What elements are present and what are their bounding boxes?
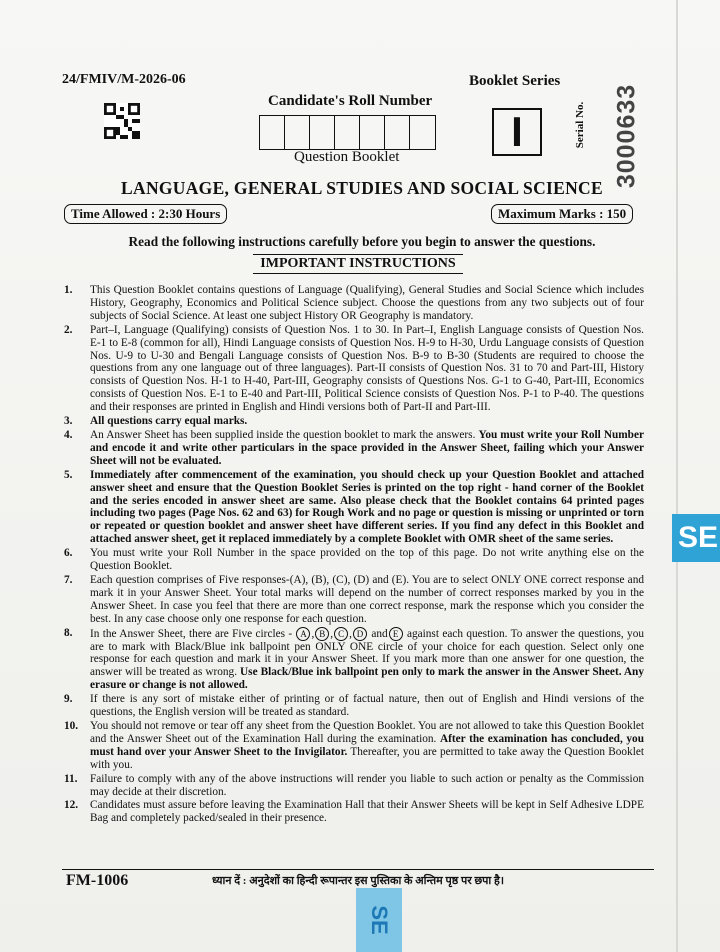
instruction-number: 3. — [64, 415, 73, 428]
instruction-text-bold: After the examination has concluded, you must hand over your Answer Sheet to the Invigilator. — [90, 732, 644, 758]
instruction-text — [90, 720, 644, 772]
instruction-text-part: Thereafter, you are permitted to take away the Question Booklet with you. — [90, 745, 644, 771]
instruction-number: 12. — [64, 799, 79, 812]
instruction-item — [64, 720, 644, 772]
instruction-text: Each question comprises of Five responses-(A), (B), (C), (D) and (E). You are to select ONLY ONE correct response and mark it in your Answer Sheet. Your total marks will depend on the number of correct responses marked by you in the Answer Sheet. In case you feel that there are more than one correct response, mark the response which you consider the best. In any case choose only one response for each question. — [90, 573, 644, 625]
serial-number-text: 3000633 — [612, 83, 641, 189]
circle-e-icon: E — [389, 627, 403, 641]
bottom-tab-text: SE — [367, 905, 392, 935]
circle-a-icon: A — [296, 627, 310, 641]
qr-code-icon — [104, 103, 140, 139]
roll-digit-box[interactable] — [385, 116, 410, 149]
roll-digit-box[interactable] — [335, 116, 360, 149]
instruction-number: 5. — [64, 468, 73, 481]
instruction-number: 6. — [64, 547, 73, 560]
page-fold — [676, 0, 678, 952]
instruction-text: In the Answer Sheet, there are Five circles - A , B , C , D and E against each question. To answer the questions, you are to mark with Black/Blue ink ballpoint pen ONLY ONE circle of your choice for each question. Select only one response for each question and mark it in your Answer Sheet. If you mark more than one answer for one question, the answer will be treated as wrong. Use Black/Blue ink ballpoint pen only to mark the answer in the Answer Sheet. Any erasure or change is not allowed. — [90, 627, 644, 692]
instruction-number: 9. — [64, 693, 73, 706]
instruction-number: 8. — [64, 626, 73, 639]
serial-number — [612, 82, 642, 190]
maximum-marks: Maximum Marks : 150 — [491, 204, 633, 224]
instruction-text-bold: You must write your Roll Number and encode it and write other particulars in the space provided in the Answer Sheet, failing which your Answer Sheet will not be evaluated. — [90, 428, 644, 467]
serial-label-text: Serial No. — [574, 101, 586, 149]
instruction-item — [64, 693, 644, 719]
instruction-number: 4. — [64, 428, 73, 441]
instruction-item — [64, 799, 644, 825]
instruction-number: 10. — [64, 720, 79, 732]
serial-number-label — [570, 94, 590, 156]
paper-code: 24/FMIV/M-2026-06 — [62, 72, 186, 87]
footer-divider — [62, 869, 654, 870]
read-instruction: Read the following instructions carefully before you begin to answer the questions. — [128, 234, 596, 249]
instruction-text: All questions carry equal marks. — [90, 415, 248, 428]
roll-number-boxes[interactable] — [259, 115, 436, 150]
instruction-item — [64, 429, 644, 468]
instruction-text: Part–I, Language (Qualifying) consists of Question Nos. 1 to 30. In Part–I, English Language consists of Question Nos. E-1 to E-8 (common for all), Hindi Language consists of Question Nos. H-9 to H-30, Urdu Language consists of Question Nos. U-9 to U-30 and Bengali Language consists of Question Nos. B-9 to B-30 (Students are required to choose the questions from any one language out of three languages). Part-II consists of Question Nos. 31 to 70 and Part-III, History consists of Question Nos. H-1 to H-40, Part-III, Geography consists of Questions Nos. G-1 to G-40, Part-III, Economics consists of Question Nos. E-1 to E-40 and Part-III, Political Science consists of Question Nos. P-1 to P-40. The questions and their responses are printed in English and Hindi versions both of Part-II and Part-III. — [90, 323, 644, 414]
instruction-text-bold: Use Black/Blue ink ballpoint pen only to mark the answer in the Answer Sheet. Any erasure or change is not allowed. — [90, 666, 644, 692]
instructions-list — [64, 284, 644, 826]
instruction-item — [64, 284, 644, 323]
instruction-item — [64, 547, 644, 573]
roll-number-label: Candidate's Roll Number — [268, 93, 433, 109]
instruction-item — [64, 469, 644, 546]
instruction-text — [90, 429, 644, 468]
instruction-text-part: against each question. To answer the questions, you are to mark with Black/Blue ink ballpoint pen ONLY ONE circle of your choice for each question. Select only one response for each question and mark it in your Answer Sheet. If you mark more than one answer for one question, the answer will be treated as wrong. — [90, 627, 644, 679]
instruction-number: 1. — [64, 284, 73, 296]
instruction-text-part: An Answer Sheet has been supplied inside the question booklet to mark the answers. — [90, 428, 479, 441]
instruction-text: Failure to comply with any of the above instructions will render you liable to such action or penalty as the Commission may decide at their discretion. — [90, 772, 644, 798]
instruction-text-part: In the Answer Sheet, there are Five circles - — [90, 627, 296, 640]
instruction-text: If there is any sort of mistake either of printing or of factual nature, then out of English and Hindi versions of the questions, the English version will be treated as standard. — [90, 693, 644, 719]
instruction-item — [64, 574, 644, 626]
instruction-number: 11. — [64, 772, 78, 785]
instruction-number: 7. — [64, 573, 73, 586]
booklet-series-label: Booklet Series — [469, 73, 561, 89]
question-booklet-label: Question Booklet — [294, 149, 400, 165]
instruction-item — [64, 415, 644, 428]
time-allowed: Time Allowed : 2:30 Hours — [64, 204, 227, 224]
instruction-item — [64, 324, 644, 414]
roll-digit-box[interactable] — [310, 116, 335, 149]
roll-digit-box[interactable] — [260, 116, 285, 149]
roll-digit-box[interactable] — [410, 116, 435, 149]
circle-c-icon: C — [334, 627, 348, 641]
roll-digit-box[interactable] — [285, 116, 310, 149]
and-word: and — [371, 627, 388, 640]
instruction-text-part: You should not remove or tear off any sheet from the Question Booklet. You are not allowed to take this Question Booklet and the Answer Sheet out of the Examination Hall during the examination. — [90, 720, 644, 745]
series-letter-box: I — [492, 108, 542, 156]
series-sticker: SE — [672, 514, 720, 562]
form-code: FM-1006 — [66, 872, 129, 889]
instruction-number: 2. — [64, 323, 73, 336]
hindi-note: ध्यान दें : अनुदेशों का हिन्दी रूपान्तर इस पुस्तिका के अन्तिम पृष्ठ पर छपा है। — [212, 875, 505, 887]
circle-d-icon: D — [353, 627, 367, 641]
instruction-item — [64, 627, 644, 693]
bottom-seal-tab — [356, 888, 402, 952]
instruction-text: Immediately after commencement of the examination, you should check up your Question Booklet and attached answer sheet and ensure that the Question Booklet Series is printed on the top right - hand corner of the Booklet and the series encoded in answer sheet are same. Also please check that the Booklet contains 64 printed pages including two pages (Page Nos. 62 and 63) for Rough Work and no page or question is missing or unprinted or torn or repeated or question booklet and answer sheet have different series. If you find any defect in this Booklet and attached answer sheet, get it replaced immediately by a complete Booklet with OMR sheet of the same series. — [90, 468, 644, 546]
circle-b-icon: B — [315, 627, 329, 641]
instruction-text: You must write your Roll Number in the space provided on the top of this page. Do not write anything else on the Question Booklet. — [90, 547, 644, 573]
important-instructions-heading: IMPORTANT INSTRUCTIONS — [253, 254, 463, 274]
booklet-title: LANGUAGE, GENERAL STUDIES AND SOCIAL SCIENCE — [121, 178, 603, 198]
instruction-item — [64, 773, 644, 799]
roll-digit-box[interactable] — [360, 116, 385, 149]
instruction-text: Candidates must assure before leaving the Examination Hall that their Answer Sheets will be kept in Self Adhesive LDPE Bag and completely packed/sealed in their presence. — [90, 799, 644, 825]
instruction-text: This Question Booklet contains questions of Language (Qualifying), General Studies and Social Science which includes History, Geography, Economics and Political Science subject. Choose the questions from any two subjects out of four subjects of Social Science. At least one subject History OR Geography is mandatory. — [90, 284, 644, 322]
